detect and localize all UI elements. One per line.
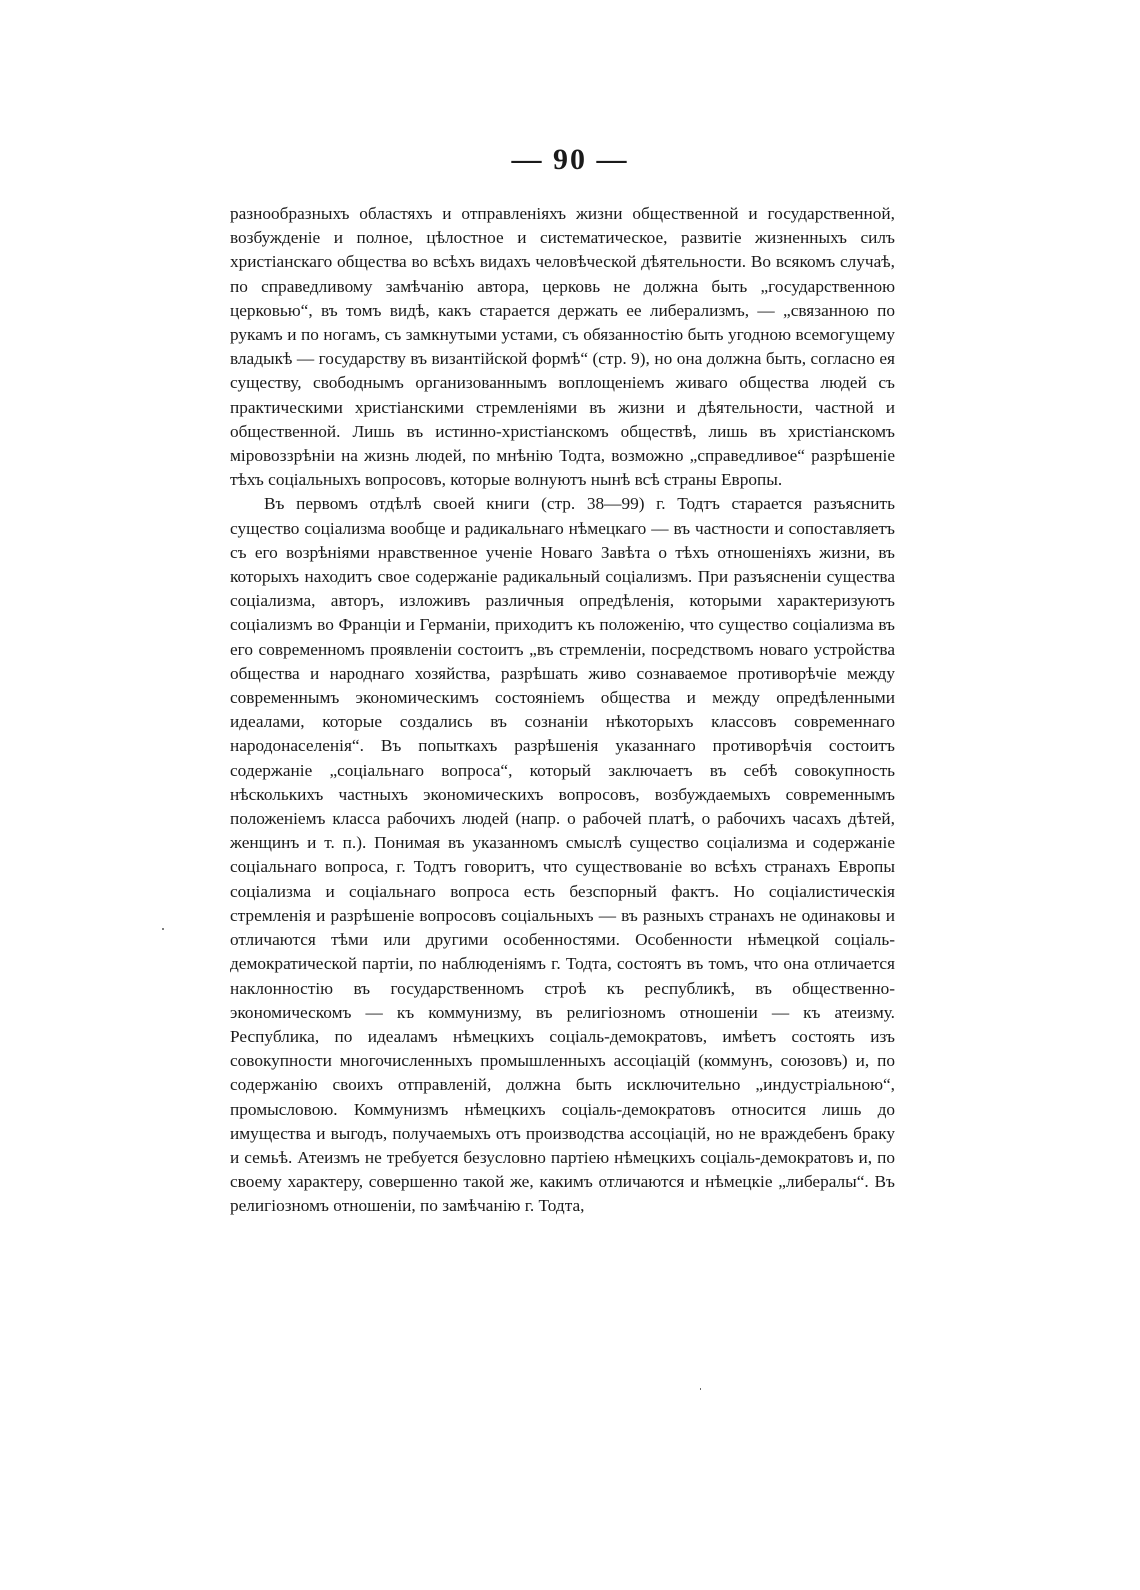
body-text — [230, 202, 895, 1219]
paragraph-continuation: разнообразныхъ областяхъ и отправленіяхъ жизни общественной и государственной, возбужденіе и полное, цѣлостное и систематическое, развитіе жизненныхъ силъ христіанскаго общества во всѣхъ видахъ человѣческой дѣятельности. Во всякомъ случаѣ, по справедливому замѣчанію автора, церковь не должна быть „государственною церковью“, въ томъ видѣ, какъ старается держать ее либерализмъ, — „связанною по рукамъ и по ногамъ, съ замкнутыми устами, съ обязанностію быть угодною всемогущему владыкѣ — государству въ византійской формѣ“ (стр. 9), но она должна быть, согласно ея существу, свободнымъ организованнымъ воплощеніемъ живаго общества людей съ практическими христіанскими стремленіями въ жизни и дѣятельности, частной и общественной. Лишь въ истинно-христіанскомъ обществѣ, лишь въ христіанскомъ міровоззрѣніи на жизнь людей, по мнѣнію Тодта, возможно „справедливое“ разрѣшеніе тѣхъ соціальныхъ вопросовъ, которые волнуютъ нынѣ всѣ страны Европы. — [230, 204, 895, 490]
paragraph-first-section: Въ первомъ отдѣлѣ своей книги (стр. 38—99) г. Тодтъ старается разъяснить существо соціализма вообще и радикальнаго нѣмецкаго — въ частности и сопоставляетъ съ его возрѣніями нравственное ученіе Новаго Завѣта о тѣхъ отношеніяхъ жизни, въ которыхъ находитъ свое содержаніе радикальный соціализмъ. При разъясненіи существа соціализма, авторъ, изложивъ различныя опредѣленія, которыми характеризуютъ соціализмъ во Франціи и Германіи, приходитъ къ положенію, что существо соціализма въ его современномъ проявленіи состоитъ „въ стремленіи, посредствомъ новаго устройства общества и народнаго хозяйства, разрѣшать живо сознаваемое противорѣчіе между современнымъ экономическимъ состояніемъ общества и между опредѣленными идеалами, которые создались въ сознаніи нѣкоторыхъ классовъ современнаго народонаселенія“. Въ попыткахъ разрѣшенія указаннаго противорѣчія состоитъ содержаніе „соціальнаго вопроса“, который заключаетъ въ себѣ совокупность нѣсколькихъ частныхъ экономическихъ вопросовъ, возбуждаемыхъ современнымъ положеніемъ класса рабочихъ людей (напр. о рабочей платѣ, о рабочихъ часахъ дѣтей, женщинъ и т. п.). Понимая въ указанномъ смыслѣ существо соціализма и содержаніе соціальнаго вопроса, г. Тодтъ говоритъ, что существованіе во всѣхъ странахъ Европы соціализма и соціальнаго вопроса есть безспорный фактъ. Но соціалистическія стремленія и разрѣшеніе вопросовъ соціальныхъ — въ разныхъ странахъ не одинаковы и отличаются тѣми или другими особенностями. Особенности нѣмецкой соціаль-демократической партіи, по наблюденіямъ г. Тодта, состоятъ въ томъ, что она отличается наклонностію въ государственномъ строѣ къ республикѣ, въ общественно-экономическомъ — къ коммунизму, въ религіозномъ отношеніи — къ атеизму. Республика, по идеаламъ нѣмецкихъ соціаль-демократовъ, имѣетъ состоять изъ совокупности многочисленныхъ промышленныхъ ассоціацій (коммунъ, союзовъ) и, по содержанію своихъ отправленій, должна быть исключительно „индустріальною“, промысловою. Коммунизмъ нѣмецкихъ соціаль-демократовъ относится лишь до имущества и выгодъ, получаемыхъ отъ производства ассоціацій, но не враждебенъ браку и семьѣ. Атеизмъ не требуется безусловно партіею нѣмецкихъ соціаль-демократовъ и, по своему характеру, совершенно такой же, какимъ отличаются и нѣмецкіе „либералы“. Въ религіозномъ отношеніи, по замѣчанію г. Тодта, — [230, 494, 895, 1216]
page-number: — 90 — — [511, 143, 629, 176]
print-speck-left — [162, 928, 164, 930]
print-speck-bottom — [700, 1388, 701, 1390]
